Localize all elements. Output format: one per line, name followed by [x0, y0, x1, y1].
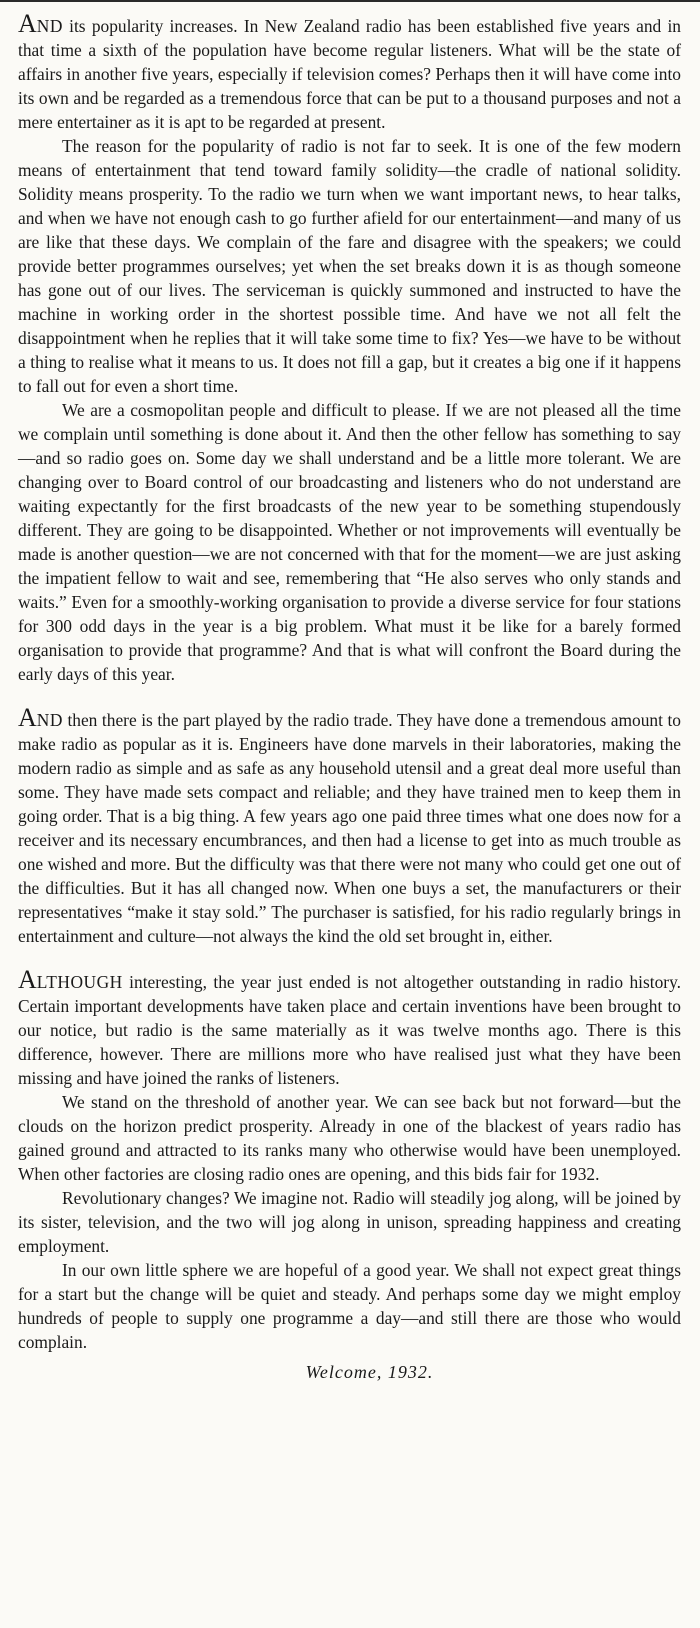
drop-cap: A	[18, 9, 37, 38]
drop-cap: A	[18, 965, 37, 994]
section-3-opening-paragraph	[18, 965, 681, 1090]
section-1	[18, 9, 681, 686]
section-3-paragraph-4: In our own little sphere we are hopeful of a good year. We shall not expect great things for a start but the change will be quiet and steady. And perhaps some day we might employ hundreds of people to supply one programme a day—and still there are those who would complain.	[18, 1260, 681, 1352]
paragraph-text: then there is the part played by the radio trade. They have done a tremendous amount to make radio as popular as it is. Engineers have done marvels in their laboratories, making the modern radio as simple and as safe as any household utensil and a great deal more useful than some. They have made sets compact and reliable; and they have trained men to keep them in going order. That is a big thing. A few years ago one paid three times what one does now for a receiver and its necessary encumbrances, and then had a license to get into as much trouble as one wished and more. But the difficulty was that there were not many who could get one out of the difficulties. But it has all changed now. When one buys a set, the manufacturers or their representatives “make it stay sold.” The purchaser is satisfied, for his radio regularly brings in entertainment and culture—not always the kind the old set brought in, either.	[18, 710, 681, 946]
section-3-paragraph-3: Revolutionary changes? We imagine not. Radio will steadily jog along, will be joined by its sister, television, and the two will jog along in unison, spreading happiness and creating employment.	[18, 1188, 681, 1256]
lead-word: LTHOUGH	[36, 972, 123, 992]
top-rule	[0, 0, 700, 2]
section-2-opening-paragraph	[18, 703, 681, 948]
section-1-paragraph-2: The reason for the popularity of radio is not far to seek. It is one of the few modern means of entertainment that tend toward family solidity—the cradle of national solidity. Solidity means prosperity. To the radio we turn when we want important news, to hear talks, and when we have not enough cash to go further afield for our entertainment—and many of us are like that these days. We complain of the fare and disagree with the speakers; we could provide better programmes ourselves; yet when the set breaks down it is as though someone has gone out of our lives. The serviceman is quickly summoned and instructed to have the machine in working order in the shortest possible time. And have we not all felt the disappointment when he replies that it will take some time to fix? Yes—we have to be without a thing to realise what it means to us. It does not fill a gap, but it creates a big one if it happens to fall out for even a short time.	[18, 136, 681, 396]
drop-cap: A	[18, 703, 37, 732]
lead-word: ND	[36, 16, 63, 36]
section-1-paragraph-3: We are a cosmopolitan people and difficult to please. If we are not pleased all the time we complain until something is done about it. And then the other fellow has something to say—and so radio goes on. Some day we shall understand and be a little more tolerant. We are changing over to Board control of our broadcasting and listeners who do not understand are waiting expectantly for the first broadcasts of the new year to be something stupendously different. They are going to be disappointed. Whether or not improvements will eventually be made is another question—we are not concerned with that for the moment—we are just asking the impatient fellow to wait and see, remembering that “He also serves who only stands and waits.” Even for a smoothly-working organisation to provide a diverse service for four stations for 300 odd days in the year is a big problem. What must it be like for a barely formed organisation to provide that programme? And that is what will confront the Board during the early days of this year.	[18, 400, 681, 684]
lead-word: ND	[36, 710, 63, 730]
section-3	[18, 965, 681, 1354]
sign-off: Welcome, 1932.	[305, 1362, 434, 1382]
section-3-paragraph-2: We stand on the threshold of another year. We can see back but not forward—but the clouds on the horizon predict prosperity. Already in one of the blackest of years radio has gained ground and attracted to its ranks many who otherwise would have been unemployed. When other factories are closing radio ones are opening, and this bids fair for 1932.	[18, 1092, 681, 1184]
section-1-opening-paragraph	[18, 9, 681, 134]
paragraph-text: interesting, the year just ended is not altogether outstanding in radio history. Certain important developments have taken place and certain inventions have been brought to our notice, but radio is the same materially as it was twelve months ago. There is this difference, however. There are millions more who have realised just what they have been missing and have joined the ranks of listeners.	[18, 972, 681, 1088]
paragraph-text: its popularity increases. In New Zealand radio has been established five years and in that time a sixth of the population have become regular listeners. What will be the state of affairs in another five years, especially if television comes? Perhaps then it will have come into its own and be regarded as a tremendous force that can be put to a thousand purposes and not a mere entertainer as it is apt to be regarded at present.	[18, 16, 681, 132]
editorial-article	[18, 9, 681, 1384]
section-2	[18, 703, 681, 948]
